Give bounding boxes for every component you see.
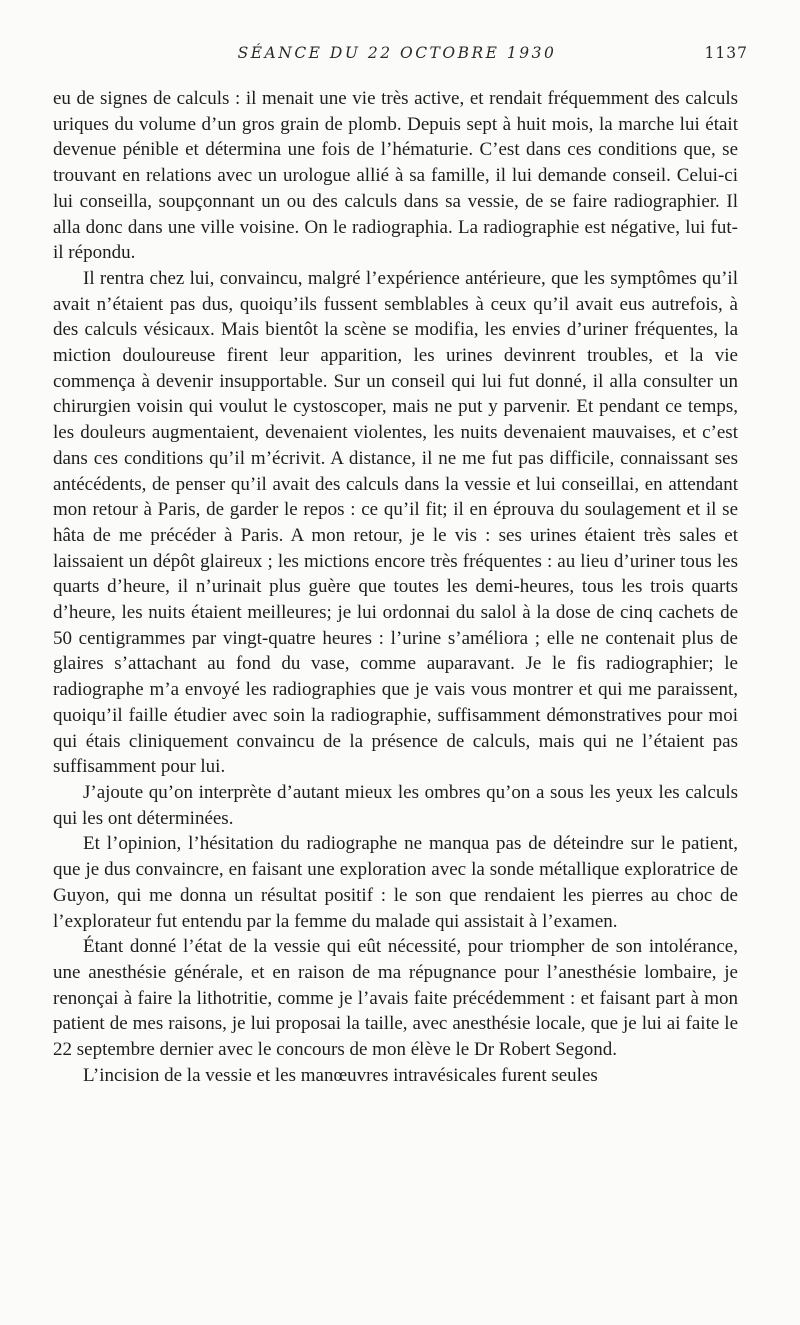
running-head: SÉANCE DU 22 OCTOBRE 1930 — [237, 44, 557, 62]
paragraph: L’incision de la vessie et les manœuvres intravésicales furent seules — [83, 1064, 598, 1086]
paragraph: eu de signes de calculs : il menait une vie très active, et rendait fréquemment des calculs uriques du volume d’un gros grain de plomb. Depuis sept à huit mois, la marche lui était devenue pénible et détermina une fois de l’hématurie. C’est dans ces conditions que, se trouvant en relations avec un urologue allié à sa famille, il lui demande conseil. Celui-ci lui conseilla, soupçonnant un ou des calculs dans sa vessie, de se faire radiographier. Il alla donc dans une ville voisine. On le radiographia. La radiographie est négative, lui fut-il répondu. — [53, 88, 738, 264]
page-header — [54, 44, 748, 72]
body-text — [53, 86, 738, 1088]
paragraph: Étant donné l’état de la vessie qui eût nécessité, pour triompher de son intolérance, une anesthésie générale, et en raison de ma répugnance pour l’anesthésie lombaire, je renonçai à faire la lithotritie, comme je l’avais faite précédemment : et faisant part à mon patient de mes raisons, je lui proposai la taille, avec anesthésie locale, que je lui ai faite le 22 septembre dernier avec le concours de mon élève le Dr Robert Segond. — [53, 936, 738, 1061]
page-number: 1137 — [704, 44, 748, 62]
paragraph: Il rentra chez lui, convaincu, malgré l’expérience antérieure, que les symptômes qu’il avait n’étaient pas dus, quoiqu’ils fussent semblables à ceux qu’il avait eus autrefois, à des calculs vésicaux. Mais bientôt la scène se modifia, les envies d’uriner fréquentes, la miction douloureuse firent leur apparition, les urines devinrent troubles, et la vie commença à devenir insupportable. Sur un conseil qui lui fut donné, il alla consulter un chirurgien voisin qui voulut le cystoscoper, mais ne put y parvenir. Et pendant ce temps, les douleurs augmentaient, devenaient violentes, les nuits devenaient mauvaises, et c’est dans ces conditions qu’il m’écrivit. A distance, il ne me fut pas difficile, connaissant ses antécédents, de penser qu’il avait des calculs dans la vessie et lui conseillai, en attendant mon retour à Paris, de garder le repos : ce qu’il fit; il en éprouva du soulagement et il se hâta de me précéder à Paris. A mon retour, je le vis : ses urines étaient très sales et laissaient un dépôt glaireux ; les mictions encore très fréquentes : au lieu d’uriner tous les quarts d’heure, il n’urinait plus guère que toutes les demi-heures, tous les trois quarts d’heure, les nuits étaient meilleures; je lui ordonnai du salol à la dose de cinq cachets de 50 centigrammes par vingt-quatre heures : l’urine s’améliora ; elle ne contenait plus de glaires s’attachant au fond du vase, comme auparavant. Je le fis radiographier; le radiographe m’a envoyé les radiographies que je vais vous montrer et qui me paraissent, quoiqu’il faille étudier avec soin la radiographie, suffisamment démonstratives pour moi qui étais cliniquement convaincu de la présence de calculs, mais qui ne l’étaient pas suffisamment pour lui. — [53, 267, 738, 778]
paragraph: J’ajoute qu’on interprète d’autant mieux les ombres qu’on a sous les yeux les calculs qui les ont déterminées. — [53, 781, 738, 829]
paragraph: Et l’opinion, l’hésitation du radiographe ne manqua pas de déteindre sur le patient, que je dus convaincre, en faisant une exploration avec la sonde métallique exploratrice de Guyon, qui me donna un résultat positif : le son que rendaient les pierres au choc de l’explorateur fut entendu par la femme du malade qui assistait à l’examen. — [53, 833, 738, 932]
